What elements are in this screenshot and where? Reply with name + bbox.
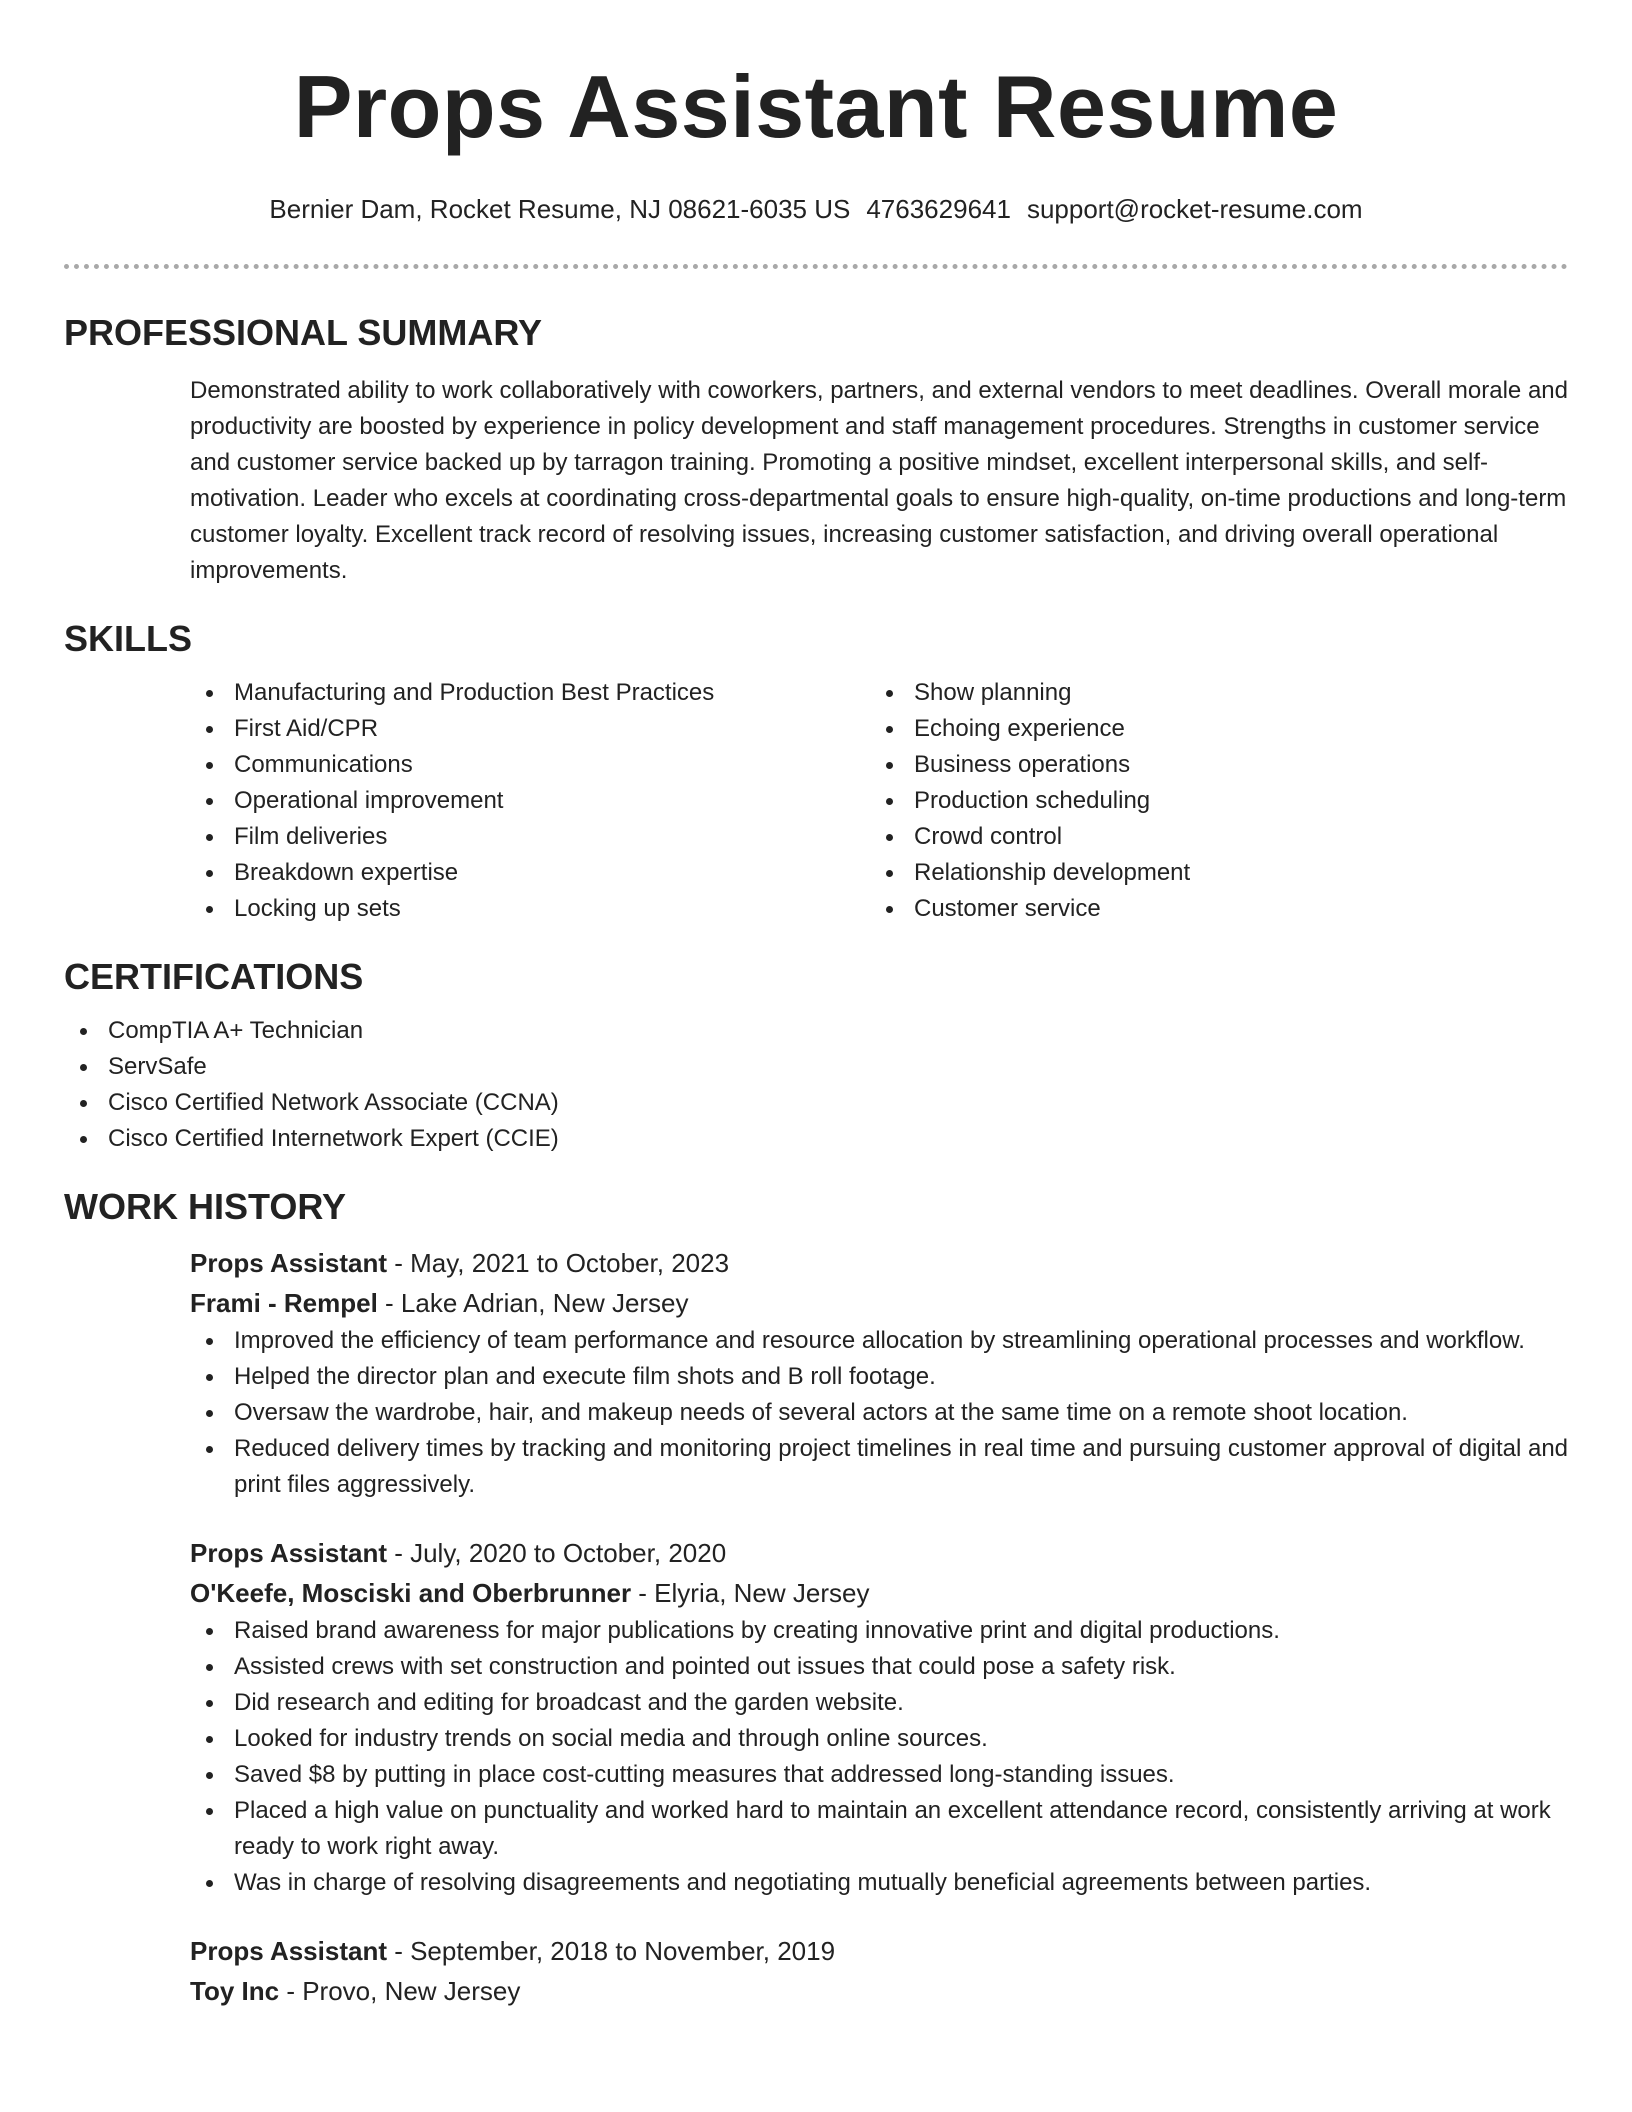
skill-item: Show planning bbox=[870, 675, 1550, 711]
skill-item: Relationship development bbox=[870, 855, 1550, 891]
contact-line bbox=[64, 192, 1568, 226]
skill-item: Locking up sets bbox=[190, 891, 870, 927]
skill-item: Customer service bbox=[870, 891, 1550, 927]
contact-phone[interactable]: 4763629641 bbox=[866, 194, 1011, 224]
skill-item: Manufacturing and Production Best Practices bbox=[190, 675, 870, 711]
skill-item: Crowd control bbox=[870, 819, 1550, 855]
certifications-heading: CERTIFICATIONS bbox=[64, 956, 364, 997]
skill-item: Breakdown expertise bbox=[190, 855, 870, 891]
job-dates: - May, 2021 to October, 2023 bbox=[386, 1248, 730, 1278]
job-bullet: Placed a high value on punctuality and worked hard to maintain an excellent attendance record, consistently arriving at work ready to work right away. bbox=[190, 1793, 1568, 1865]
skill-item: Echoing experience bbox=[870, 711, 1550, 747]
job-company-line bbox=[190, 1971, 1568, 2011]
job-dates: - September, 2018 to November, 2019 bbox=[386, 1936, 836, 1966]
job-title: Props Assistant bbox=[190, 1538, 387, 1568]
certifications-list bbox=[64, 1013, 1568, 1157]
skill-item: Business operations bbox=[870, 747, 1550, 783]
job-bullet: Raised brand awareness for major publications by creating innovative print and digital productions. bbox=[190, 1613, 1568, 1649]
job-bullet: Helped the director plan and execute film shots and B roll footage. bbox=[190, 1359, 1568, 1395]
skill-item: Communications bbox=[190, 747, 870, 783]
job-bullet: Improved the efficiency of team performance and resource allocation by streamlining operational processes and workflow. bbox=[190, 1323, 1568, 1359]
skill-item: Operational improvement bbox=[190, 783, 870, 819]
job-company-line bbox=[190, 1573, 1568, 1613]
certification-item: CompTIA A+ Technician bbox=[64, 1013, 1568, 1049]
job-title: Props Assistant bbox=[190, 1248, 387, 1278]
contact-email[interactable]: support@rocket-resume.com bbox=[1026, 194, 1363, 224]
certification-item: ServSafe bbox=[64, 1049, 1568, 1085]
job-title-line bbox=[190, 1533, 1568, 1573]
contact-address: Bernier Dam, Rocket Resume, NJ 08621-6035 US bbox=[269, 194, 851, 224]
job-bullet: Did research and editing for broadcast and the garden website. bbox=[190, 1685, 1568, 1721]
job-location: - Provo, New Jersey bbox=[279, 1976, 521, 2006]
job-company: Toy Inc bbox=[190, 1976, 280, 2006]
work-history-heading: WORK HISTORY bbox=[64, 1186, 347, 1227]
skills-column-left bbox=[190, 675, 870, 927]
skill-item: Film deliveries bbox=[190, 819, 870, 855]
job-location: - Elyria, New Jersey bbox=[631, 1578, 870, 1608]
certification-item: Cisco Certified Internetwork Expert (CCIE) bbox=[64, 1121, 1568, 1157]
job-company: Frami - Rempel bbox=[190, 1288, 378, 1318]
resume-title: Props Assistant Resume bbox=[293, 57, 1339, 156]
job-entry bbox=[190, 1243, 1568, 1503]
job-bullet: Was in charge of resolving disagreements and negotiating mutually beneficial agreements between parties. bbox=[190, 1865, 1568, 1901]
job-title-line bbox=[190, 1931, 1568, 1971]
certification-item: Cisco Certified Network Associate (CCNA) bbox=[64, 1085, 1568, 1121]
job-bullet: Saved $8 by putting in place cost-cutting measures that addressed long-standing issues. bbox=[190, 1757, 1568, 1793]
job-title-line bbox=[190, 1243, 1568, 1283]
job-company-line bbox=[190, 1283, 1568, 1323]
skills-list bbox=[190, 675, 1568, 927]
job-title: Props Assistant bbox=[190, 1936, 387, 1966]
job-bullet: Oversaw the wardrobe, hair, and makeup needs of several actors at the same time on a remote shoot location. bbox=[190, 1395, 1568, 1431]
job-bullet: Looked for industry trends on social media and through online sources. bbox=[190, 1721, 1568, 1757]
skill-item: Production scheduling bbox=[870, 783, 1550, 819]
summary-text: Demonstrated ability to work collaboratively with coworkers, partners, and external vendors to meet deadlines. Overall morale and productivity are boosted by experience in policy development and staff management procedures. Strengths in customer service and customer service backed up by tarragon training. Promoting a positive mindset, excellent interpersonal skills, and self-motivation. Leader who excels at coordinating cross-departmental goals to ensure high-quality, on-time productions and long-term customer loyalty. Excellent track record of resolving issues, increasing customer satisfaction, and driving overall operational improvements. bbox=[190, 377, 1568, 584]
job-entry bbox=[190, 1931, 1568, 2011]
summary-heading: PROFESSIONAL SUMMARY bbox=[64, 312, 543, 353]
job-company: O'Keefe, Mosciski and Oberbrunner bbox=[190, 1578, 632, 1608]
job-bullets bbox=[190, 1323, 1568, 1503]
job-bullet: Reduced delivery times by tracking and monitoring project timelines in real time and pursuing customer approval of digital and print files aggressively. bbox=[190, 1431, 1568, 1503]
skill-item: First Aid/CPR bbox=[190, 711, 870, 747]
header-divider bbox=[64, 264, 1568, 269]
job-bullet: Assisted crews with set construction and pointed out issues that could pose a safety risk. bbox=[190, 1649, 1568, 1685]
job-entry bbox=[190, 1533, 1568, 1901]
job-bullets bbox=[190, 1613, 1568, 1901]
skills-column-right bbox=[870, 675, 1550, 927]
job-dates: - July, 2020 to October, 2020 bbox=[386, 1538, 727, 1568]
skills-heading: SKILLS bbox=[64, 618, 193, 659]
job-location: - Lake Adrian, New Jersey bbox=[377, 1288, 689, 1318]
